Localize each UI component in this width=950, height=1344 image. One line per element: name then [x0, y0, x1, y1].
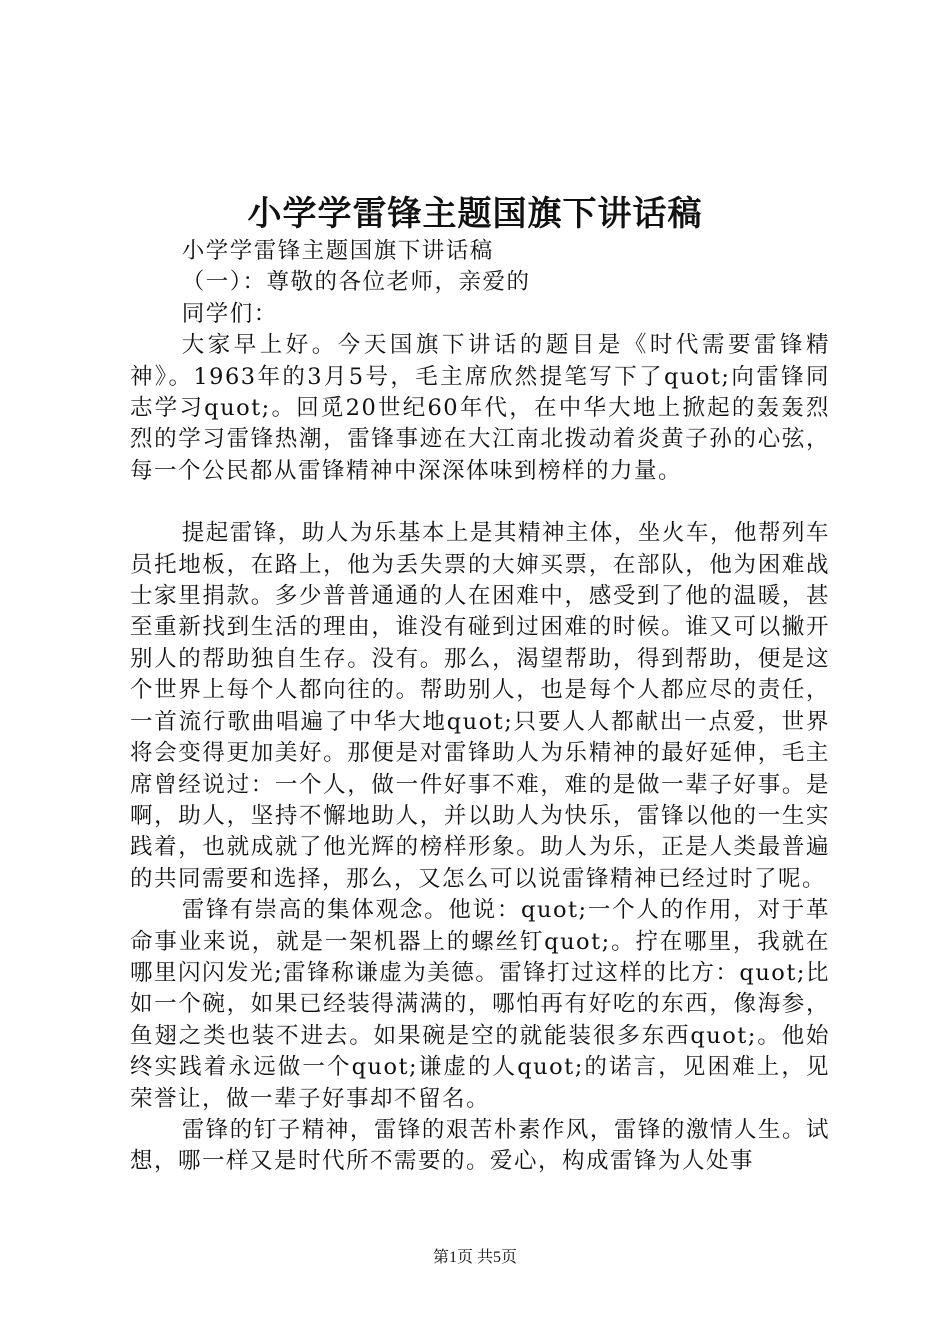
greeting-line: （一）：尊敬的各位老师，亲爱的 [181, 269, 531, 296]
document-body [130, 236, 830, 1178]
paragraph: 大家早上好。今天国旗下讲话的题目是《时代需要雷锋精神》。1963年的3月5号，毛主席欣然提笔写下了quot;向雷锋同志学习quot;。回觅20世纪60年代，在中华大地上掀起的轰轰烈烈的学习雷锋热潮，雷锋事迹在大江南北拨动着炎黄子孙的心弦，每一个公民都从雷锋精神中深深体味到榜样的力量。 [130, 332, 830, 484]
paragraph: 雷锋的钉子精神，雷锋的艰苦朴素作风，雷锋的激情人生。试想，哪一样又是时代所不需要的。爱心，构成雷锋为人处事 [130, 1116, 830, 1175]
document-title: 小学学雷锋主题国旗下讲话稿 [247, 194, 703, 234]
page-number: 第1页 共5页 [432, 1249, 517, 1266]
greeting-line-cont: 同学们： [181, 300, 278, 327]
paragraph: 雷锋有崇高的集体观念。他说：quot;一个人的作用，对于革命事业来说，就是一架机器上的螺丝钉quot;。拧在哪里，我就在哪里闪闪发光;雷锋称谦虚为美德。雷锋打过这样的比方：quot;比如一个碗，如果已经装得满满的，哪怕再有好吃的东西，像海参，鱼翅之类也装不进去。如果碗是空的就能装很多东西quot;。他始终实践着永远做一个quot;谦虚的人quot;的诺言，见困难上，见荣誉让，做一辈子好事却不留名。 [130, 897, 830, 1112]
subtitle-line: 小学学雷锋主题国旗下讲话稿 [181, 238, 494, 264]
paragraph: 提起雷锋，助人为乐基本上是其精神主体，坐火车，他帮列车员托地板，在路上，他为丢失票的大婶买票，在部队，他为困难战士家里捐款。多少普普通通的人在困难中，感受到了他的温暖，甚至重新找到生活的理由，谁没有碰到过困难的时候。谁又可以撇开别人的帮助独自生存。没有。那么，渴望帮助，得到帮助，便是这个世界上每个人都向往的。帮助别人，也是每个人都应尽的责任，一首流行歌曲唱遍了中华大地quot;只要人人都献出一点爱，世界将会变得更加美好。那便是对雷锋助人为乐精神的最好延伸，毛主席曾经说过：一个人，做一件好事不难，难的是做一辈子好事。是啊，助人，坚持不懈地助人，并以助人为快乐，雷锋以他的一生实践着，也就成就了他光辉的榜样形象。助人为乐，正是人类最普遍的共同需要和选择，那么，又怎么可以说雷锋精神已经过时了呢。 [130, 520, 830, 892]
